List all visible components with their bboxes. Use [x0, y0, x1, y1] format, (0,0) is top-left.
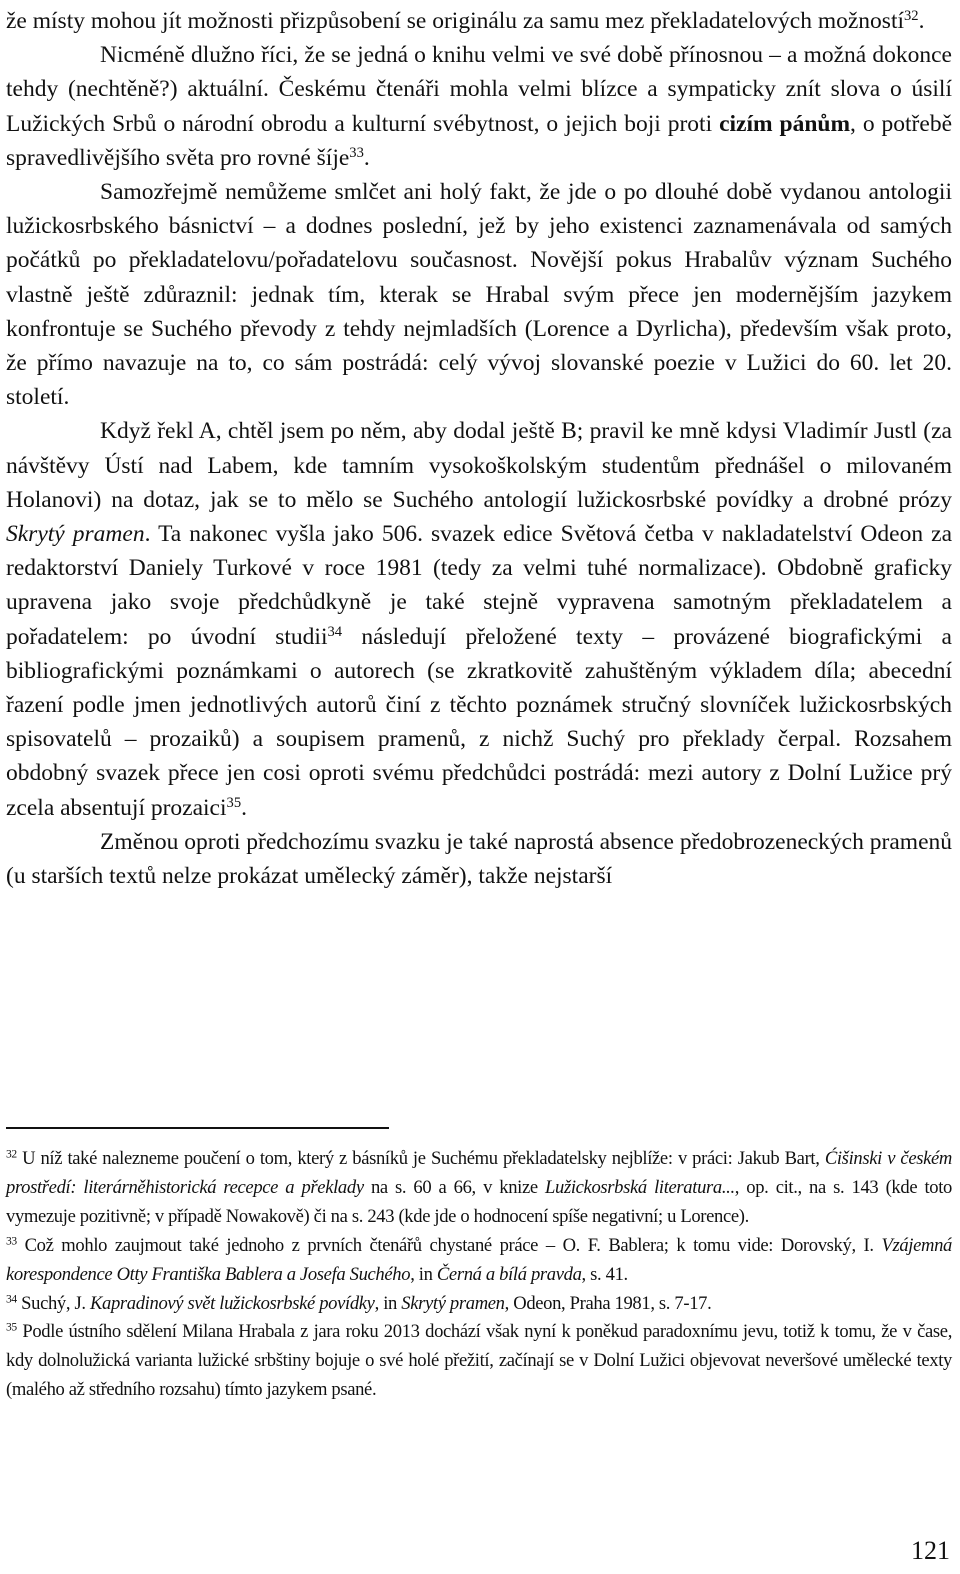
text-run: , in	[410, 1263, 437, 1285]
paragraph	[6, 414, 952, 824]
italic-title: Skrytý pramen	[6, 521, 145, 548]
italic-title: Skrytý pramen	[401, 1292, 505, 1314]
text-run: , s. 41.	[581, 1263, 628, 1285]
footnote-33	[6, 1232, 952, 1290]
text-run: U níž také nalezneme poučení o tom, který z básníků je Suchému překladatelsky nejblíže: v práci: Jakub Bart,	[16, 1148, 825, 1169]
text-run: , op. cit., na s. 143 (kde toto vymezuje pozitivně; v případě Nowakově) či na s. 243 (kde jde o hodnocení spíše negativní; u Lorence).	[6, 1176, 952, 1227]
footnote-ref-34[interactable]: 34	[327, 623, 343, 640]
bold-text: cizím pánům	[719, 110, 851, 137]
italic-title: Černá a bílá pravda	[436, 1263, 582, 1285]
footnote-ref-32[interactable]: 32	[904, 8, 919, 24]
footnote-32	[6, 1145, 952, 1232]
paragraph: Změnou oproti předchozímu svazku je také naprostá absence předobrozeneckých pramenů (u starších textů nelze prokázat umělecký záměr), takže nejstarší	[6, 828, 952, 890]
text-run: . Ta nakonec vyšla jako 506. svazek edice Světová četba v nakladatelství Odeon za redaktorství Daniely Turkové v roce 1981 (tedy za velmi tuhé normalizace). Obdobně graficky upravena jako svoje předchůdkyně je také stejně vypravena samotným překladatelem a pořadatelem: po úvodní studii	[6, 521, 952, 650]
paragraph	[6, 38, 952, 175]
text-run: .	[918, 8, 925, 34]
text-run: , in	[374, 1292, 402, 1314]
footnote-number: 33	[6, 1235, 17, 1248]
footnote-separator	[6, 1127, 389, 1129]
page-number: 121	[911, 1536, 950, 1565]
text-run: Nicméně dlužno říci, že se jedná o knihu velmi ve své době přínosnou – a možná dokonce tehdy (nechtěně?) aktuální. Českému čtenáři mohla velmi blízce a sympaticky znít slova o úsilí Lužických Srbů o národní obrodu a kulturní svébytnost, o jejich boji proti	[6, 42, 952, 137]
text-run: Když řekl A, chtěl jsem po něm, aby dodal ještě B; pravil ke mně kdysi Vladimír Justl (za návštěvy Ústí nad Labem, kde tamním vysokoškolským studentům přednášel o milovaném Holanovi) na dotaz, jak se to mělo se Suchého antologií lužickosrbské povídky a drobné prózy	[6, 418, 952, 513]
footnote-ref-33[interactable]: 33	[349, 144, 364, 161]
footnote-number: 35	[6, 1322, 17, 1335]
italic-title: Vzájemná korespondence Otty Františka Bablera a Josefa Suchého	[6, 1234, 952, 1285]
paragraph: Samozřejmě nemůžeme smlčet ani holý fakt, že jde o po dlouhé době vydanou antologii lužickosrbského básnictví – a dodnes poslední, jež by jeho existenci zaznamenávala od samých počátků po překladatelovu/pořadatelovu současnost. Novější pokus Hrabalův význam Suchého vlastně ještě zdůraznil: jednak tím, kterak se Hrabal svým přece jen modernějším jazykem konfrontuje se Suchého převody z tehdy nejmladších (Lorence a Dyrlicha), především však proto, že přímo navazuje na to, co sám postrádá: celý vývoj slovanské poezie v Lužici do 60. let 20. století.	[6, 179, 952, 411]
footnote-number: 34	[6, 1293, 17, 1306]
text-run: .	[363, 144, 370, 171]
text-run: , o potřebě spravedlivějšího světa pro rovné šíje	[6, 110, 952, 171]
italic-title: Lužickosrbská literatura...	[545, 1176, 735, 1198]
text-run: následují přeložené texty – provázené biografickými a bibliografickými poznámkami o autorech (se zkratkovitě zahuštěným výkladem díla; abecední řazení podle jmen jednotlivých autorů činí z těchto poznámek stručný slovníček lužickosrbských spisovatelů – prozaiků) a soupisem pramenů, z nichž Suchý pro překlady čerpal. Rozsahem obdobný svazek přece jen cosi oproti svému předchůdci postrádá: mezi autory z Dolní Lužice prý zcela absentují prozaici	[6, 623, 952, 821]
text-run: že místy mohou jít možnosti přizpůsobení se originálu za samu mez překladatelových možností	[6, 8, 905, 34]
text-run: Podle ústního sdělení Milana Hrabala z jara roku 2013 dochází však nyní k poněkud paradoxnímu jevu, totiž k tomu, že v čase, kdy dolnolužická varianta lužické srbštiny bojuje o své holé přežití, začínají se v Dolní Lužici objevovat neveršové umělecké texty (malého až středního rozsahu) tímto jazykem psané.	[6, 1321, 952, 1401]
footnotes	[6, 1145, 952, 1405]
text-run: , Odeon, Praha 1981, s. 7-17.	[504, 1292, 712, 1314]
text-run: na s. 60 a 66, v knize	[363, 1176, 545, 1198]
italic-title: Kapradinový svět lužickosrbské povídky	[89, 1292, 375, 1314]
italic-title: Ćišinski v českém prostředí: literárněhistorická recepce a překlady	[6, 1148, 952, 1198]
footnote-34	[6, 1290, 952, 1319]
text-run: Suchý, J.	[16, 1292, 90, 1314]
main-text	[6, 4, 952, 893]
footnote-number: 32	[6, 1148, 17, 1161]
footnote-ref-35[interactable]: 35	[226, 794, 242, 811]
footnote-35	[6, 1318, 952, 1405]
text-run: Což mohlo zaujmout také jednoho z prvních čtenářů chystané práce – O. F. Bablera; k tomu vide: Dorovský, I.	[16, 1234, 882, 1256]
paragraph	[6, 4, 952, 38]
text-run: .	[241, 794, 247, 821]
